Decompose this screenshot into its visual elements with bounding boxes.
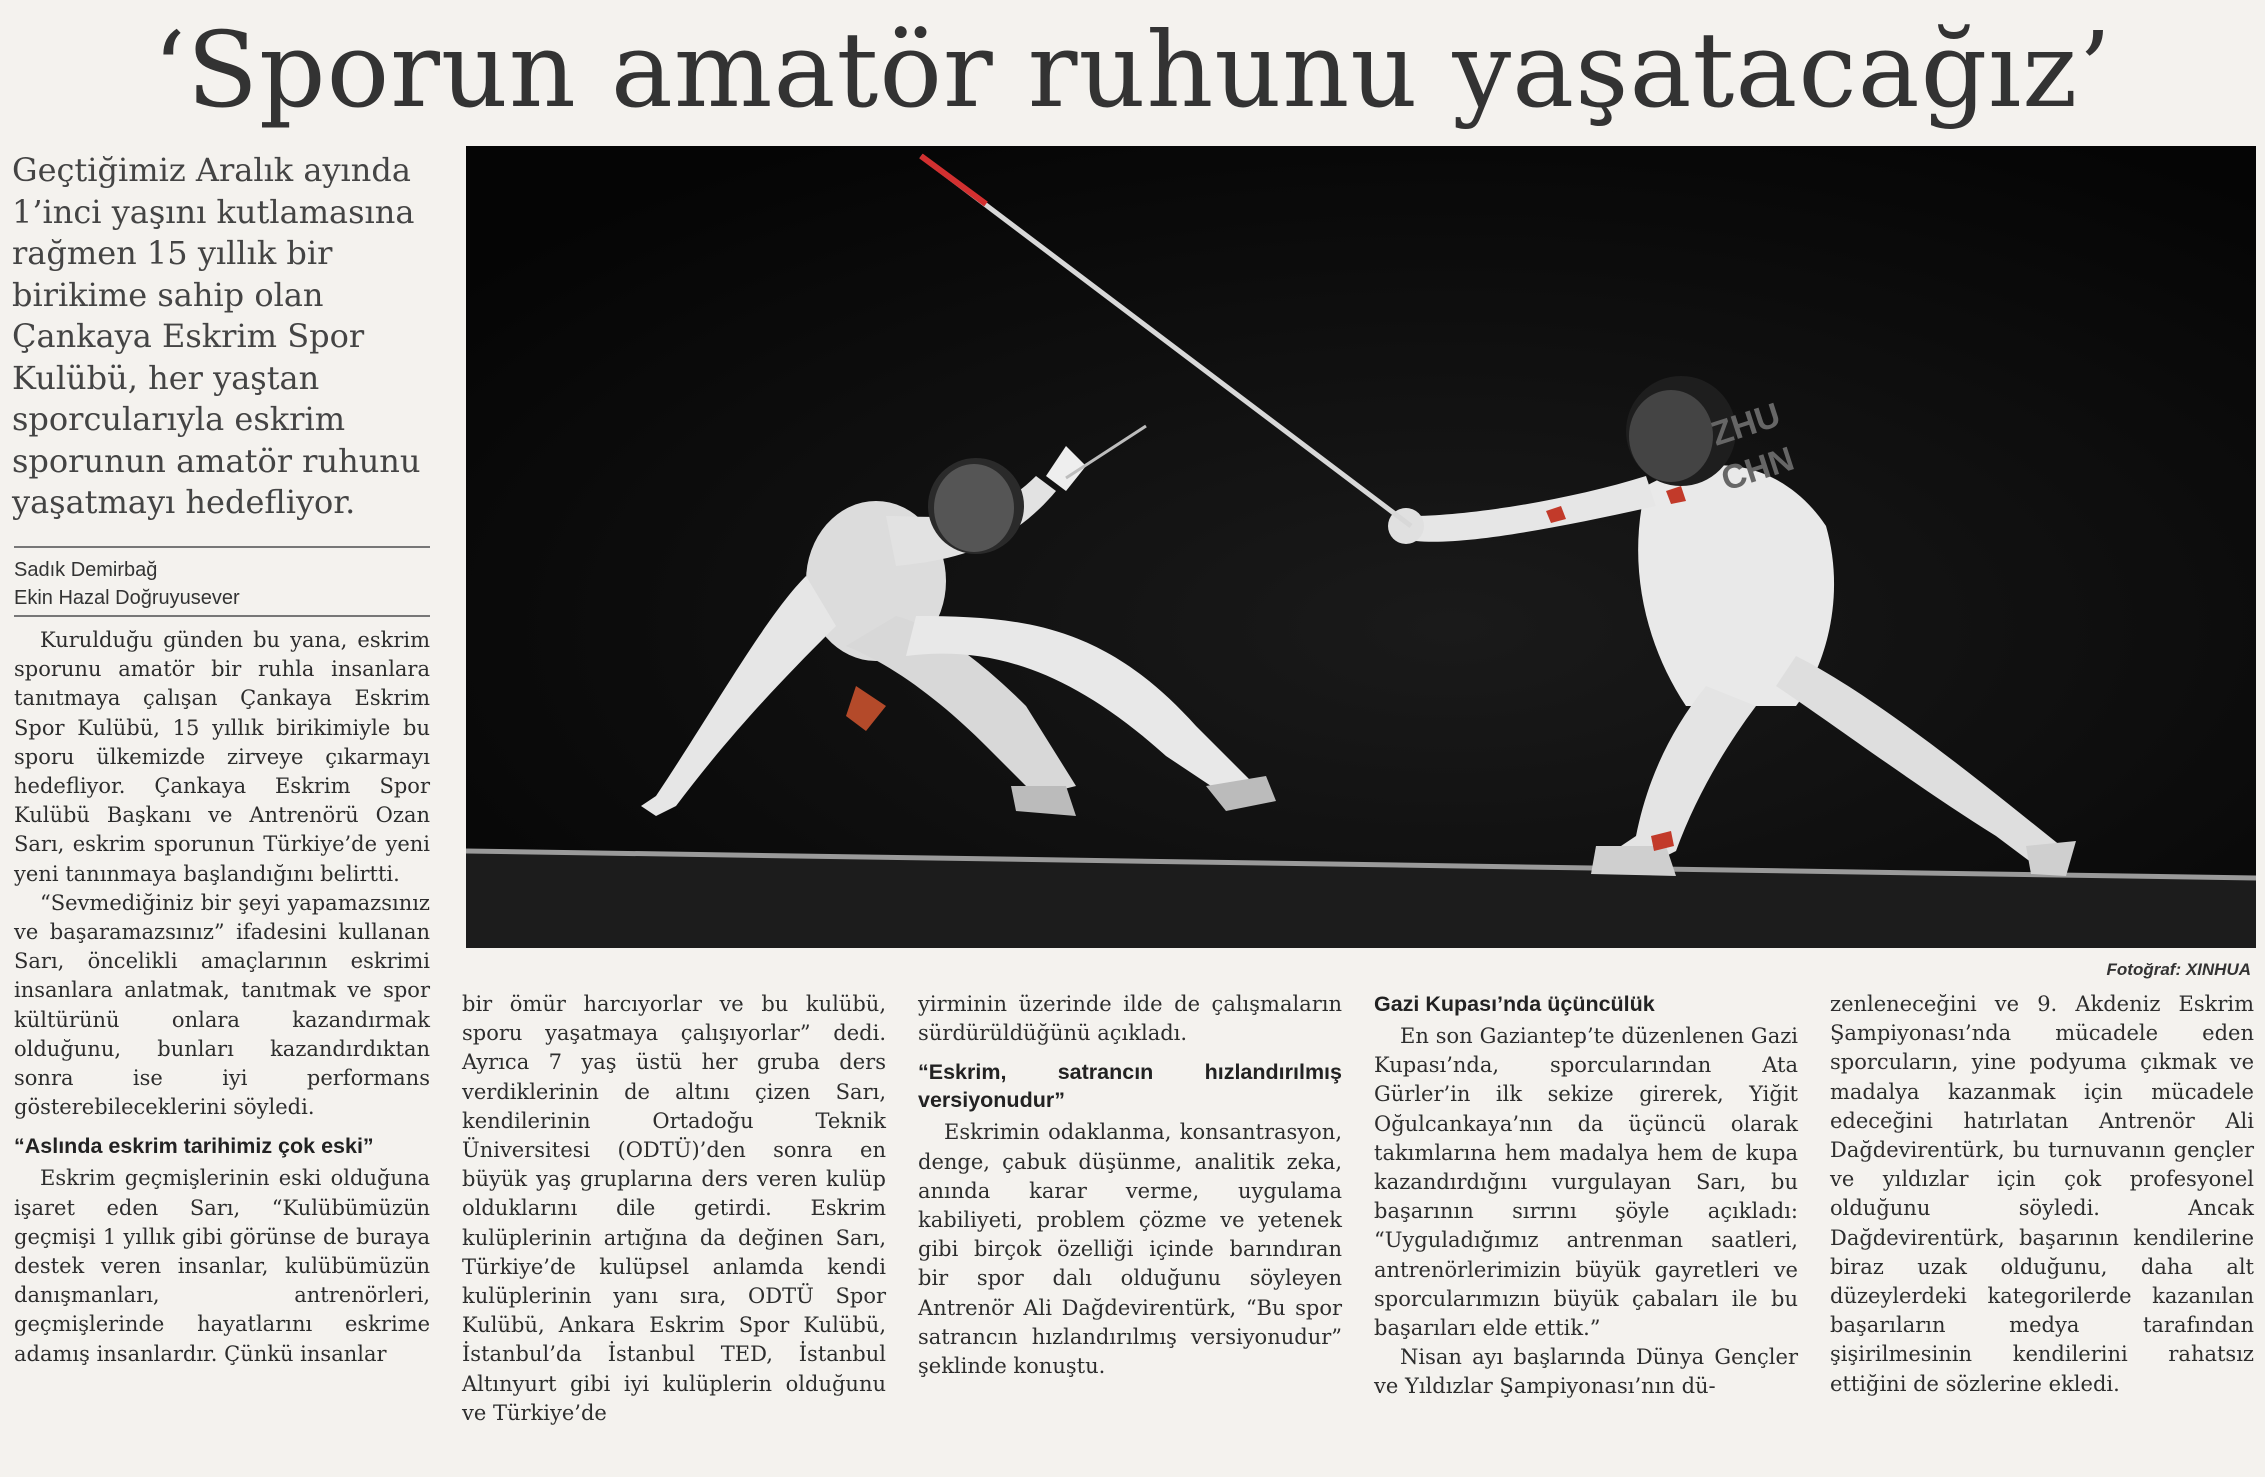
subheading: “Eskrim, satrancın hızlandırılmış versiyonudur” (918, 1060, 1342, 1113)
paragraph: yirminin üzerinde ilde de çalışmaların sürdürüldüğünü açıkladı. (918, 992, 1342, 1046)
headline: ‘Sporun amatör ruhunu yaşatacağız’ (152, 9, 2113, 131)
jersey-name: ZHU (1706, 395, 1785, 454)
paragraph: zenleneceğini ve 9. Akdeniz Eskrim Şampiyonası’nda mücadele eden sporcuların, yine podyuma çıkmak ve madalya kazanmak için mücadele edeceğini hatırlatan Antrenör Ali Dağdevirentürk, bu turnuvanın gençler ve yıldızlar için çok profesyonel olduğunu söyledi. Ancak Dağdevirentürk, başarının kendilerine biraz uzak olduğunu, daha alt düzeylerdeki kategorilerde kazanılan başarıların medya tarafından şişirilmesinin kendilerini rahatsız ettiğini de sözlerine ekledi. (1830, 992, 2254, 1396)
byline (14, 556, 430, 612)
article-column-4 (1374, 990, 1798, 1402)
paragraph: Eskrimin odaklanma, konsantrasyon, denge, çabuk düşünme, analitik zeka, anında karar verme, uygulama kabiliyeti, problem çözme ve yetenek gibi birçok özelliği içinde barındıran bir spor dalı olduğunu söyleyen Antrenör Ali Dağdevirentürk, “Bu spor satrancın hızlandırılmış versiyonudur” şeklinde konuştu. (918, 1120, 1342, 1379)
byline-divider-bottom (14, 615, 430, 617)
subheading: Gazi Kupası’nda üçüncülük (1374, 992, 1655, 1016)
paragraph: Nisan ayı başlarında Dünya Gençler ve Yıldızlar Şampiyonası’nın dü- (1374, 1345, 1798, 1399)
byline-divider-top (14, 546, 430, 548)
author-name: Ekin Hazal Doğruyusever (14, 587, 240, 609)
photo-credit: Fotoğraf: XINHUA (2106, 960, 2251, 979)
article-column-3 (918, 990, 1342, 1381)
lead-paragraph: Geçtiğimiz Aralık ayında 1’inci yaşını kutlamasına rağmen 15 yıllık bir birikime sahip olan Çankaya Eskrim Spor Kulübü, her yaştan sporcularıyla eskrim sporunun amatör ruhunu yaşatmayı hedefliyor. (12, 151, 421, 521)
paragraph: “Sevmediğiniz bir şeyi yapamazsınız ve başaramazsınız” ifadesini kullanan Sarı, öncelikli amaçlarının eskrimi insanlara anlatmak, tanıtmak ve spor kültürünü onlara kazandırmak olduğunu, bunları kazandırdıktan sonra ise iyi performans gösterebileceklerini söyledi. (14, 890, 430, 1120)
article-column-2 (462, 990, 886, 1428)
subheading: “Aslında eskrim tarihimiz çok eski” (14, 1134, 374, 1159)
paragraph: Kurulduğu günden bu yana, eskrim sporunu amatör bir ruhla insanlara tanıtmaya çalışan Çankaya Eskrim Spor Kulübü, 15 yıllık birikimiyle bu sporu ülkemizde zirveye çıkarmayı hedefliyor. Çankaya Eskrim Spor Kulübü Başkanı ve Antrenörü Ozan Sarı, eskrim sporunun Türkiye’de yeni yeni tanınmaya başlandığını belirtti. (14, 628, 430, 886)
jersey-country: CHN (1716, 439, 1799, 499)
author-name: Sadık Demirbağ (14, 559, 158, 581)
article-column-1 (14, 626, 430, 1369)
fencing-photo (466, 146, 2256, 948)
article-column-5 (1830, 990, 2254, 1399)
paragraph: En son Gaziantep’te düzenlenen Gazi Kupası’nda, sporcularından Ata Gürler’in ilk sekize girerek, Yiğit Oğulcankaya’nın da üçüncü olarak takımlarına hem madalya hem de kupa kazandırdığını vurgulayan Sarı, bu başarının sırrını şöyle açıkladı: “Uyguladığımız antrenman saatleri, antrenörlerimizin büyük gayretleri ve sporcularımızın büyük çabaları ile bu başarıları elde ettik.” (1374, 1024, 1798, 1341)
paragraph: bir ömür harcıyorlar ve bu kulübü, sporu yaşatmaya çalışıyorlar” dedi. Ayrıca 7 yaş üstü her gruba ders verdiklerinin de altını çizen Sarı, kendilerinin Ortadoğu Teknik Üniversitesi (ODTÜ)’den sonra en büyük yaş gruplarına ders veren kulüp olduklarını dile getirdi. Eskrim kulüplerinin artığına da değinen Sarı, Türkiye’de kulüpsel anlamda kendi kulüplerinin yanı sıra, ODTÜ Spor Kulübü, Ankara Eskrim Spor Kulübü, İstanbul’da İstanbul TED, İstanbul Altınyurt gibi iyi kulüplerin olduğunu ve Türkiye’de (462, 992, 886, 1425)
paragraph: Eskrim geçmişlerinin eski olduğuna işaret eden Sarı, “Kulübümüzün geçmişi 1 yıllık gibi görünse de buraya destek veren insanlar, kulübümüzün danışmanları, antrenörleri, geçmişlerinde hayatlarını eskrime adamış insanlardır. Çünkü insanlar (14, 1166, 430, 1366)
